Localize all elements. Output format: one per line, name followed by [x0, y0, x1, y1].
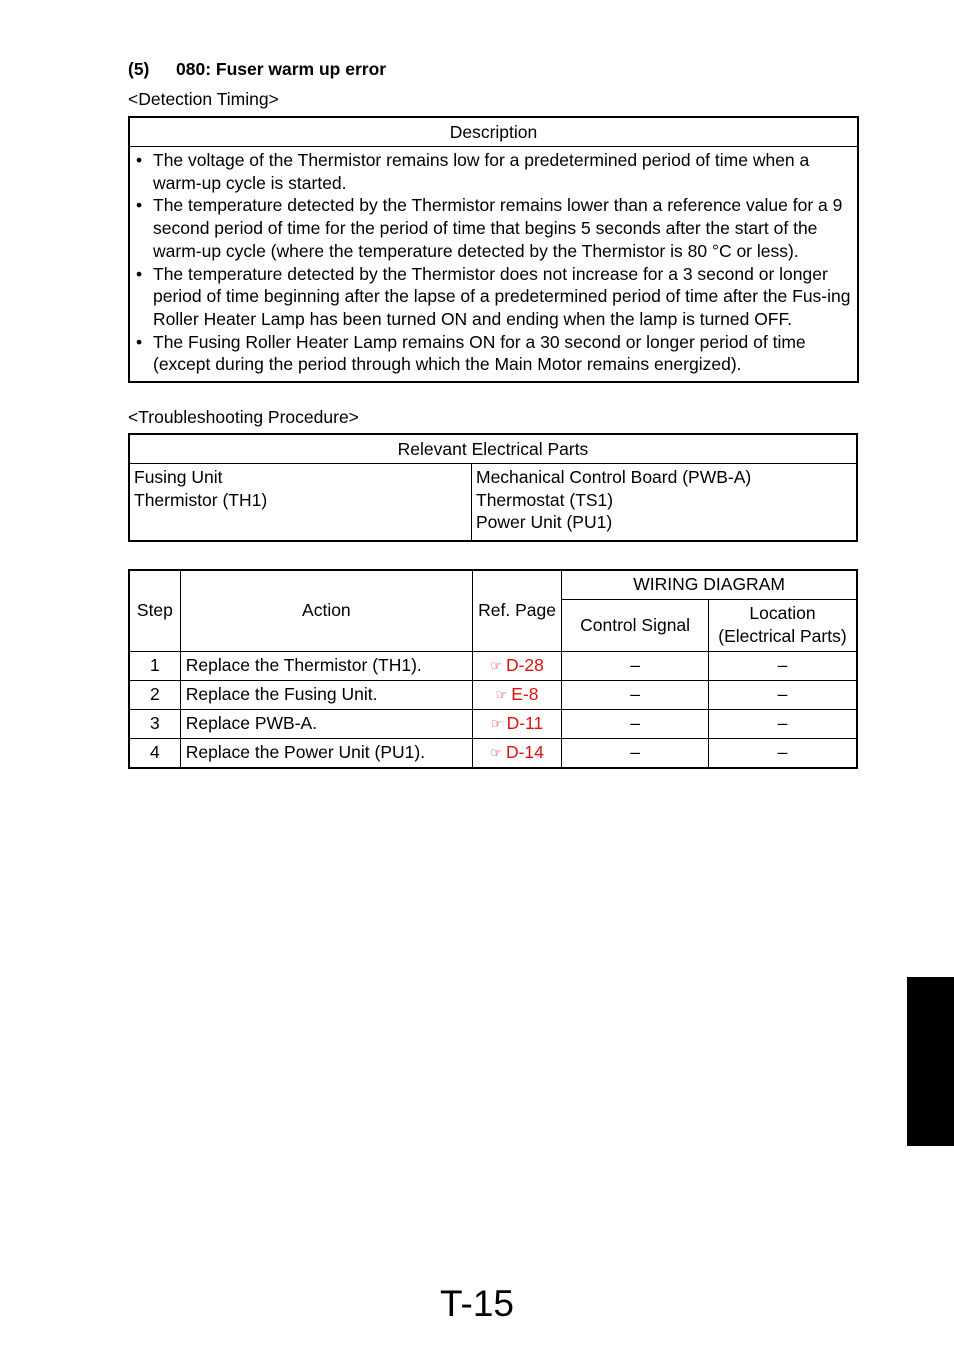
- ref-page-link[interactable]: [491, 713, 543, 733]
- page-number: T-15: [439, 1283, 515, 1324]
- step-action: Replace the Thermistor (TH1).: [180, 651, 472, 680]
- control-signal-cell: –: [562, 680, 709, 709]
- ref-page-label: D-28: [505, 655, 544, 675]
- section-heading: [128, 59, 386, 80]
- section-tab-marker: [907, 977, 954, 1146]
- description-item: • The Fusing Roller Heater Lamp remains ON for a 30 second or longer period of time (except during the period through which the Main Motor remains energized).: [134, 331, 851, 376]
- ref-page-label: D-14: [505, 742, 544, 762]
- part-name: Fusing Unit: [134, 467, 223, 487]
- step-number: 3: [129, 709, 180, 738]
- location-cell: –: [708, 738, 857, 768]
- table-row: [129, 738, 857, 768]
- section-number: (5): [128, 59, 150, 79]
- description-item: • The temperature detected by the Thermistor remains lower than a reference value for a 9 second period of time for the period of time that begins 5 seconds after the start of the warm-up cycle (where the temperature detected by the Thermistor is 80 °C or less).: [134, 194, 851, 262]
- step-action: Replace the Power Unit (PU1).: [180, 738, 472, 768]
- parts-table: [128, 433, 858, 542]
- control-signal-cell: –: [562, 738, 709, 768]
- ref-page-link[interactable]: [490, 742, 544, 762]
- table-row: [129, 680, 857, 709]
- step-number: 4: [129, 738, 180, 768]
- location-cell: –: [708, 680, 857, 709]
- part-name: Thermostat (TS1): [476, 489, 614, 510]
- step-number: 1: [129, 651, 180, 680]
- step-action: Replace the Fusing Unit.: [180, 680, 472, 709]
- step-header: Step: [129, 570, 180, 651]
- ref-page-header: Ref. Page: [472, 570, 561, 651]
- detection-timing-label: <Detection Timing>: [128, 89, 279, 109]
- troubleshooting-label: <Troubleshooting Procedure>: [128, 407, 359, 427]
- location-header-line: (Electrical Parts): [718, 626, 847, 646]
- location-cell: –: [708, 709, 857, 738]
- table-row: [129, 651, 857, 680]
- ref-page-label: D-11: [506, 713, 544, 733]
- steps-table: [128, 569, 858, 769]
- ref-page-link[interactable]: [496, 684, 539, 704]
- description-item: • The temperature detected by the Thermistor does not increase for a 3 second or longer period of time beginning after the lapse of a predetermined period of time after the Fus-ing Roller Heater Lamp has been turned ON and ending when the lamp is turned OFF.: [134, 263, 851, 331]
- part-name: Power Unit (PU1): [476, 512, 613, 533]
- ref-page-cell: [472, 738, 561, 768]
- parts-right-cell: [472, 464, 858, 542]
- hand-pointing-icon: ☞: [495, 687, 508, 702]
- action-header: Action: [180, 570, 472, 651]
- wiring-diagram-header: WIRING DIAGRAM: [562, 570, 857, 599]
- part-name: Mechanical Control Board (PWB-A): [476, 467, 752, 487]
- detection-table: [128, 116, 859, 383]
- table-row: [129, 709, 857, 738]
- ref-page-cell: [472, 709, 561, 738]
- ref-page-cell: [472, 651, 561, 680]
- description-cell: [129, 147, 858, 383]
- location-header-line: Location: [749, 603, 816, 623]
- section-title: 080: Fuser warm up error: [176, 59, 387, 79]
- control-signal-header: Control Signal: [562, 599, 709, 651]
- hand-pointing-icon: ☞: [490, 716, 503, 731]
- location-cell: –: [708, 651, 857, 680]
- description-item: • The voltage of the Thermistor remains low for a predetermined period of time when a warm-up cycle is started.: [134, 149, 851, 194]
- parts-header: Relevant Electrical Parts: [129, 434, 857, 464]
- ref-page-link[interactable]: [490, 655, 544, 675]
- location-header: [708, 599, 857, 651]
- parts-left-cell: [129, 464, 472, 542]
- control-signal-cell: –: [562, 651, 709, 680]
- step-action: Replace PWB-A.: [180, 709, 472, 738]
- control-signal-cell: –: [562, 709, 709, 738]
- part-name: Thermistor (TH1): [134, 489, 268, 510]
- step-number: 2: [129, 680, 180, 709]
- description-header: Description: [129, 117, 858, 147]
- ref-page-label: E-8: [511, 684, 539, 704]
- hand-pointing-icon: ☞: [490, 745, 502, 760]
- ref-page-cell: [472, 680, 561, 709]
- hand-pointing-icon: ☞: [490, 658, 502, 673]
